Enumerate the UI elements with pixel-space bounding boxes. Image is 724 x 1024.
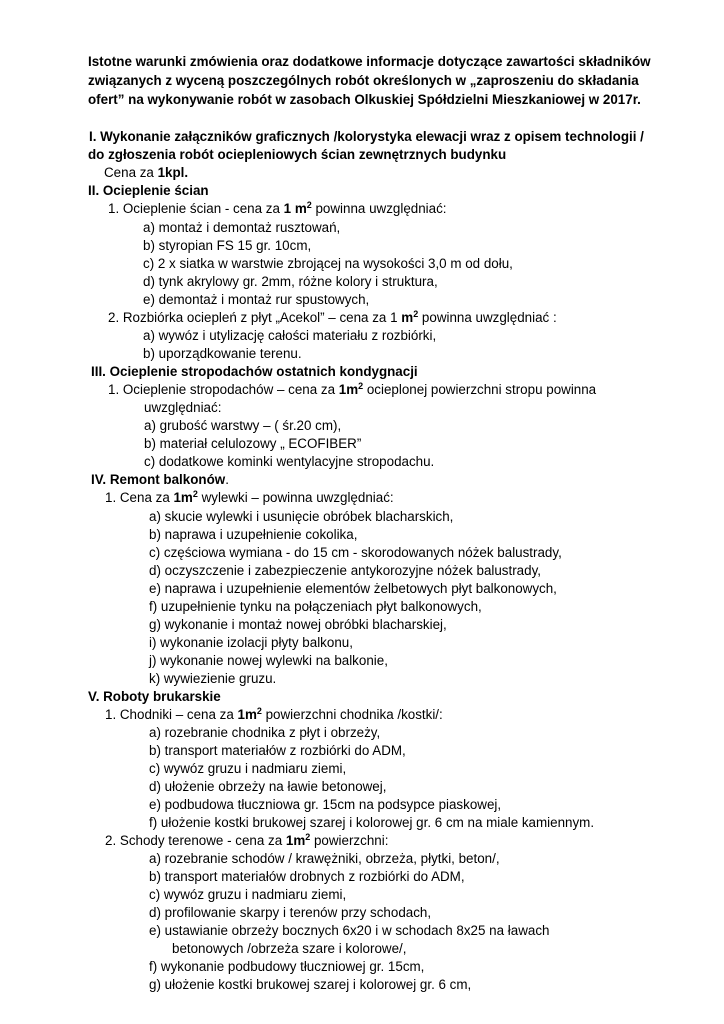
continuation-line: betonowych /obrzeża szare i kolorowe/, bbox=[172, 941, 407, 956]
list-item: g) wykonanie i montaż nowej obróbki blacharskiej, bbox=[149, 617, 447, 632]
list-item: b) transport materiałów z rozbiórki do ADM, bbox=[149, 743, 406, 758]
list-item: a) skucie wylewki i usunięcie obróbek blacharskich, bbox=[149, 509, 454, 524]
list-item: e) demontaż i montaż rur spustowych, bbox=[143, 292, 370, 307]
list-item: f) ułożenie kostki brukowej szarej i kolorowej gr. 6 cm na miale kamiennym. bbox=[149, 815, 595, 830]
price-line: 1. Ocieplenie stropodachów – cena za $1m^2$ ocieplonej powierzchni stropu powinna bbox=[108, 381, 597, 397]
list-item: e) naprawa i uzupełnienie elementów żelbetowych płyt balkonowych, bbox=[149, 581, 557, 596]
list-item: g) ułożenie kostki brukowej szarej i kolorowej gr. 6 cm, bbox=[149, 977, 472, 992]
section-heading: III. Ocieplenie stropodachów ostatnich kondygnacji bbox=[91, 364, 418, 379]
list-item: b) styropian FS 15 gr. 10cm, bbox=[143, 238, 312, 253]
list-item: b) uporządkowanie terenu. bbox=[143, 346, 302, 361]
list-item: c) wywóz gruzu i nadmiaru ziemi, bbox=[149, 887, 347, 902]
list-item: d) oczyszczenie i zabezpieczenie antykorozyjne nóżek balustrady, bbox=[149, 563, 542, 578]
list-item: a) rozebranie chodnika z płyt i obrzeży, bbox=[149, 725, 381, 740]
price-line: Cena za 1kpl. bbox=[104, 165, 189, 180]
intro-line: ofert” na wykonywanie robót w zasobach Olkuskiej Spółdzielni Mieszkaniowej w 2017r. bbox=[88, 92, 641, 107]
price-line: 1. Ocieplenie ścian - cena za 1 $m^2$ powinna uwzględniać: bbox=[108, 200, 447, 216]
list-item: e) ustawianie obrzeży bocznych 6x20 i w schodach 8x25 na ławach bbox=[149, 923, 550, 938]
price-line: 2. Rozbiórka ociepleń z płyt „Acekol” – cena za 1 $m^2$ powinna uwzględniać : bbox=[108, 309, 557, 325]
list-item: c) wywóz gruzu i nadmiaru ziemi, bbox=[149, 761, 347, 776]
list-item: c) dodatkowe kominki wentylacyjne stropodachu. bbox=[144, 454, 435, 469]
list-item: a) grubość warstwy – ( śr.20 cm), bbox=[144, 418, 342, 433]
list-item: a) rozebranie schodów / krawężniki, obrzeża, płytki, beton/, bbox=[149, 851, 500, 866]
list-item: a) montaż i demontaż rusztowań, bbox=[143, 220, 341, 235]
section-heading: I. Wykonanie załączników graficznych /kolorystyka elewacji wraz z opisem technologii / bbox=[89, 129, 644, 144]
list-item: c) częściowa wymiana - do 15 cm - skorodowanych nóżek balustrady, bbox=[149, 545, 562, 560]
list-item: c) 2 x siatka w warstwie zbrojącej na wysokości 3,0 m od dołu, bbox=[143, 256, 513, 271]
price-line: 1. Chodniki – cena za $1m^2$ powierzchni chodnika /kostki/: bbox=[105, 706, 443, 722]
list-item: b) transport materiałów drobnych z rozbiórki do ADM, bbox=[149, 869, 465, 884]
list-item: d) ułożenie obrzeży na ławie betonowej, bbox=[149, 779, 387, 794]
list-item: j) wykonanie nowej wylewki na balkonie, bbox=[149, 653, 388, 668]
list-item: b) naprawa i uzupełnienie cokolika, bbox=[149, 527, 358, 542]
list-item: e) podbudowa tłuczniowa gr. 15cm na podsypce piaskowej, bbox=[149, 797, 502, 812]
list-item: f) uzupełnienie tynku na połączeniach płyt balkonowych, bbox=[149, 599, 482, 614]
intro-line: związanych z wyceną poszczególnych robót określonych w „zaproszeniu do składania bbox=[88, 73, 639, 88]
list-item: d) profilowanie skarpy i terenów przy schodach, bbox=[149, 905, 432, 920]
section-heading: IV. Remont balkonów. bbox=[91, 472, 229, 487]
intro-line: Istotne warunki zmówienia oraz dodatkowe informacje dotyczące zawartości składników bbox=[88, 54, 651, 69]
section-heading: do zgłoszenia robót ociepleniowych ścian zewnętrznych budynku bbox=[88, 147, 507, 162]
list-item: i) wykonanie izolacji płyty balkonu, bbox=[149, 635, 353, 650]
section-heading: II. Ocieplenie ścian bbox=[88, 183, 209, 198]
continuation-line: uwzględniać: bbox=[144, 400, 222, 415]
section-heading: V. Roboty brukarskie bbox=[88, 689, 221, 704]
list-item: a) wywóz i utylizację całości materiału z rozbiórki, bbox=[143, 328, 437, 343]
list-item: k) wywiezienie gruzu. bbox=[149, 671, 277, 686]
list-item: b) materiał celulozowy „ ECOFIBER” bbox=[144, 436, 362, 451]
price-line: 2. Schody terenowe - cena za $1m^2$ powierzchni: bbox=[105, 832, 389, 848]
price-line: 1. Cena za $1m^2$ wylewki – powinna uwzględniać: bbox=[105, 489, 394, 505]
list-item: f) wykonanie podbudowy tłuczniowej gr. 15cm, bbox=[149, 959, 425, 974]
list-item: d) tynk akrylowy gr. 2mm, różne kolory i struktura, bbox=[143, 274, 438, 289]
